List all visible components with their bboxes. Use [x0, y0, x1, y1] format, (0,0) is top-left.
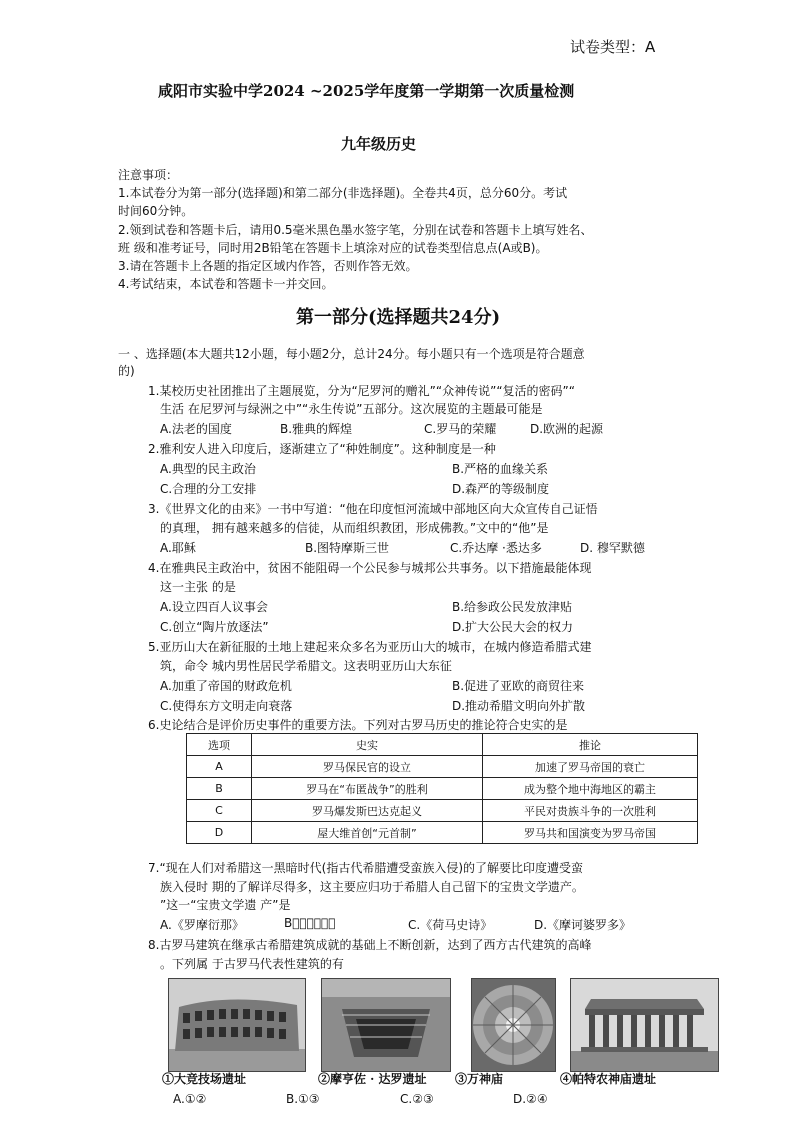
- option-b: B《𢧐䂣拼者》: [284, 916, 336, 930]
- notes-heading: 注意事项：: [118, 168, 179, 182]
- question-4-text: 4.在雅典民主政治中，贫困不能阻碍一个公民参与城邦公共事务。以下措施最能体现: [148, 561, 592, 575]
- question-3-text: 的真理， 拥有越来越多的信徒，从而组织教团，形成佛教。”文中的“他”是: [160, 521, 549, 535]
- table-cell: 罗马共和国演变为罗马帝国: [483, 822, 698, 844]
- option-a: A.《罗摩衍那》: [160, 918, 244, 932]
- option-c: C.创立“陶片放逐法”: [160, 620, 269, 634]
- question-7-text: 7.“现在人们对希腊这一黑暗时代(指古代希腊遭受蛮族入侵)的了解要比印度遭受蛮: [148, 861, 584, 875]
- section-instruction: 的): [118, 364, 135, 378]
- option-b: B.雅典的辉煌: [280, 422, 353, 436]
- option-c: C.《荷马史诗》: [408, 918, 493, 932]
- table-cell: 成为整个地中海地区的霸主: [483, 778, 698, 800]
- option-d: D.扩大公民大会的权力: [452, 620, 574, 634]
- option-a: A.设立四百人议事会: [160, 600, 268, 614]
- option-a: A.①②: [173, 1092, 207, 1106]
- option-a: A.法老的国度: [160, 422, 232, 436]
- question-1-text: 生活 在尼罗河与绿洲之中”“永生传说”五部分。这次展览的主题最可能是: [160, 402, 543, 416]
- table-cell: A: [187, 756, 252, 778]
- notes-line: 班 级和准考证号，同时用2B铅笔在答题卡上填涂对应的试卷类型信息点(A或B)。: [118, 241, 548, 255]
- table-cell: D: [187, 822, 252, 844]
- option-c: C.使得东方文明走向衰落: [160, 699, 293, 713]
- table-row: [187, 822, 698, 844]
- exam-title: 咸阳市实验中学2024 ~2025学年度第一学期第一次质量检测: [158, 82, 575, 100]
- notes-line: 3.请在答题卡上各题的指定区域内作答，否则作答无效。: [118, 259, 418, 273]
- option-b: B.给参政公民发放津贴: [452, 600, 573, 614]
- notes-line: 时间60分钟。: [118, 204, 194, 218]
- question-2-text: 2.雅利安人进入印度后，逐渐建立了“种姓制度”。这种制度是一种: [148, 442, 496, 456]
- subject-title: 九年级历史: [341, 135, 417, 153]
- table-row: [187, 756, 698, 778]
- question-3-text: 3.《世界文化的由来》一书中写道：“他在印度恒河流域中部地区向大众宣传自己证悟: [148, 502, 598, 516]
- question-1-text: 1.某校历史社团推出了主题展览，分为“尼罗河的赠礼”“众神传说”“复活的密码”“: [148, 384, 575, 398]
- question-8-text: 8.古罗马建筑在继承古希腊建筑成就的基础上不断创新，达到了西方古代建筑的高峰: [148, 938, 592, 952]
- option-b: B.促进了亚欧的商贸往来: [452, 679, 585, 693]
- table-header: 推论: [483, 734, 698, 756]
- notes-line: 1.本试卷分为第一部分(选择题)和第二部分(非选择题)。全卷共4页，总分60分。考试: [118, 186, 568, 200]
- table-cell: 平民对贵族斗争的一次胜利: [483, 800, 698, 822]
- question-5-text: 筑，命令 城内男性居民学希腊文。这表明亚历山大东征: [160, 659, 452, 673]
- question-7-text: ”这一“宝贵文学遗 产”是: [160, 898, 291, 912]
- table-row: [187, 778, 698, 800]
- option-a: A.典型的民主政治: [160, 462, 256, 476]
- image-caption: ②摩亨佐 · 达罗遗址: [318, 1072, 427, 1086]
- option-b: B.图特摩斯三世: [305, 541, 390, 555]
- option-a: A.耶稣: [160, 541, 196, 555]
- mohenjo-daro-image: [321, 978, 451, 1072]
- part1-title: 第一部分(选择题共24分): [296, 307, 501, 328]
- table-header-row: [187, 734, 698, 756]
- option-a: A.加重了帝国的财政危机: [160, 679, 292, 693]
- image-caption: ①大竞技场遗址: [162, 1072, 247, 1086]
- option-c: C.②③: [400, 1092, 434, 1106]
- table-cell: C: [187, 800, 252, 822]
- table-header: 选项: [187, 734, 252, 756]
- option-c: C.合理的分工安排: [160, 482, 257, 496]
- option-c: C.乔达摩 ·悉达多: [450, 541, 542, 555]
- history-table: [186, 733, 698, 844]
- table-cell: 罗马保民官的设立: [252, 756, 483, 778]
- option-b: B.①③: [286, 1092, 320, 1106]
- question-8-text: 。下列属 于古罗马代表性建筑的有: [160, 957, 344, 971]
- option-b: B.严格的血缘关系: [452, 462, 549, 476]
- question-6-text: 6.史论结合是评价历史事件的重要方法。下列对古罗马历史的推论符合史实的是: [148, 718, 568, 732]
- option-d: D.推动希腊文明向外扩散: [452, 699, 586, 713]
- table-cell: B: [187, 778, 252, 800]
- question-4-text: 这一主张 的是: [160, 580, 236, 594]
- option-c: C.罗马的荣耀: [424, 422, 497, 436]
- question-7-text: 族入侵时 期的了解详尽得多，这主要应归功于希腊人自己留下的宝贵文学遗产。: [160, 880, 584, 894]
- notes-line: 2.领到试卷和答题卡后，请用0.5毫米黑色墨水签字笔，分别在试卷和答题卡上填写姓名、: [118, 223, 593, 237]
- paper-type: 试卷类型：A: [570, 38, 656, 56]
- table-cell: 罗马爆发斯巴达克起义: [252, 800, 483, 822]
- image-caption: ④帕特农神庙遗址: [560, 1072, 657, 1086]
- table-header: 史实: [252, 734, 483, 756]
- section-instruction: 一 、选择题(本大题共12小题，每小题2分，总计24分。每小题只有一个选项是符合题意: [118, 347, 585, 361]
- table-cell: 屋大维首创“元首制”: [252, 822, 483, 844]
- question-5-text: 5.亚历山大在新征服的土地上建起来众多名为亚历山大的城市，在城内修造希腊式建: [148, 640, 592, 654]
- table-cell: 加速了罗马帝国的衰亡: [483, 756, 698, 778]
- image-caption: ③万神庙: [455, 1072, 504, 1086]
- table-row: [187, 800, 698, 822]
- notes-line: 4.考试结束，本试卷和答题卡一并交回。: [118, 277, 334, 291]
- option-d: D.森严的等级制度: [452, 482, 550, 496]
- parthenon-image: [570, 978, 719, 1072]
- option-d: D.②④: [513, 1092, 548, 1106]
- option-d: D.《摩诃婆罗多》: [534, 918, 632, 932]
- table-cell: 罗马在“布匿战争”的胜利: [252, 778, 483, 800]
- option-d: D. 穆罕默德: [580, 541, 645, 555]
- pantheon-image: [471, 978, 556, 1072]
- colosseum-image: [168, 978, 306, 1072]
- option-d: D.欧洲的起源: [530, 422, 604, 436]
